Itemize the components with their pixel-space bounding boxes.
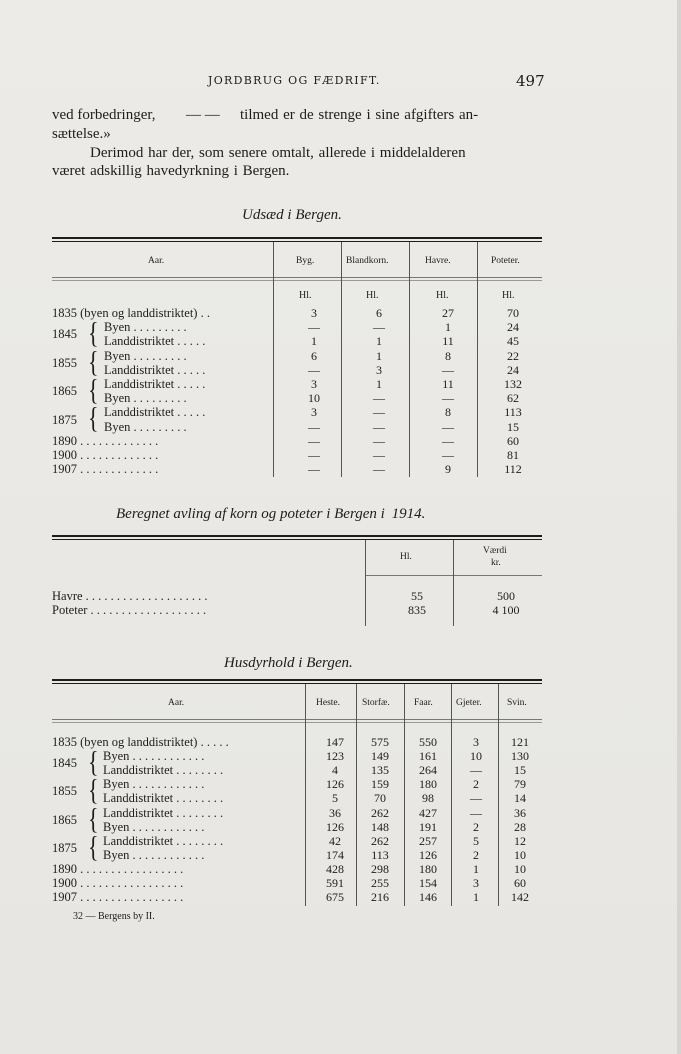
row-value: 45 [507,334,519,349]
table1-col-aar: Aar. [148,256,165,266]
row-value: 130 [511,749,529,764]
row-value: — [442,419,454,434]
row-value: 550 [419,735,437,749]
row-group-brace: { [88,800,99,835]
text-line-2: sættelse.» [52,126,111,142]
table3-title: Husdyrhold i Bergen. [224,655,353,671]
row-value: 27 [442,306,454,320]
row-value: 8 [445,405,451,420]
table2-col-verdi: Værdi [483,546,507,556]
table1-unit-4: Hl. [502,290,515,301]
row-value: 3 [311,377,317,391]
row-label: Landdistriktet . . . . . . . . [103,833,224,848]
row-value: 6 [376,306,382,320]
row-value: 79 [514,777,526,792]
row-value: 60 [507,433,519,448]
table1-col-blandkorn: Blandkorn. [346,256,389,266]
row-value: 15 [507,419,519,434]
row-value: 24 [507,320,519,335]
row-label: Landdistriktet . . . . . [104,377,206,391]
row-value: — [373,433,385,448]
row-value: 3 [473,876,479,890]
row-value: 11 [442,334,454,349]
row-value: 11 [442,377,454,391]
row-value: 255 [371,876,389,890]
row-label: 1907 . . . . . . . . . . . . . [52,462,159,477]
row-label: 1907 . . . . . . . . . . . . . . . . . [52,890,184,905]
row-label: Byen . . . . . . . . . [104,419,187,434]
row-value: 591 [326,876,344,890]
row-value: 4 100 [492,603,520,617]
row-label: 1835 (byen og landdistriktet) . . . . . [52,735,229,749]
table1-top-rule-thin [52,241,542,242]
row-value: 121 [511,735,529,749]
row-value: — [442,362,454,377]
row-value: 154 [419,876,437,890]
row-value: — [308,362,320,377]
running-head: JORDBRUG OG FÆDRIFT. [208,74,381,87]
row-group-brace: { [88,343,99,378]
row-label: Landdistriktet . . . . . [104,405,206,420]
row-value: 835 [408,603,426,617]
row-value: 1 [376,377,382,391]
row-value: 2 [473,819,479,834]
text-line-3: Derimod har der, som senere omtalt, allerede i middelalderen [90,145,466,161]
row-value: 70 [374,791,386,806]
row-year: 1855 [52,355,77,370]
row-value: 2 [473,847,479,862]
row-value: — [373,320,385,335]
row-value: — [308,433,320,448]
table3-col-svin: Svin. [507,698,527,708]
row-value: 427 [419,805,437,820]
row-value: 42 [329,833,341,848]
row-value: 12 [514,833,526,848]
row-group-brace: { [88,372,99,407]
row-group-brace: { [88,400,99,435]
page-number: 497 [516,72,545,90]
row-value: 81 [507,448,519,462]
table2-title-year: 1914. [391,506,426,522]
row-value: 60 [514,876,526,890]
table1-title: Udsæd i Bergen. [242,207,342,223]
table3-top-rule [52,679,542,681]
row-label: 1835 (byen og landdistriktet) . . [52,306,210,320]
row-label: Byen . . . . . . . . . [104,320,187,335]
table3-top-rule-thin [52,683,542,684]
row-value: 135 [371,763,389,778]
row-value: 113 [371,847,389,862]
page-edge [677,0,681,1054]
table2-vline-1 [365,540,366,626]
row-value: 36 [514,805,526,820]
row-year: 1845 [52,756,77,771]
row-value: 1 [311,334,317,349]
table1-unit-3: Hl. [436,290,449,301]
row-value: 161 [419,749,437,764]
table1-top-rule [52,237,542,239]
row-value: 10 [308,391,320,406]
table2-top-rule [52,535,542,537]
table1-col-byg: Byg. [296,256,315,266]
row-value: 14 [514,791,526,806]
table3-header-rule-2 [52,722,542,723]
row-value: — [442,433,454,448]
row-year: 1875 [52,840,77,855]
row-value: 126 [326,777,344,792]
row-label: Landdistriktet . . . . . . . . [103,805,224,820]
signature-mark: 32 — Bergens by II. [73,911,155,922]
row-value: 147 [326,735,344,749]
row-value: 146 [419,890,437,905]
row-value: 257 [419,833,437,848]
row-label: Landdistriktet . . . . . [104,362,206,377]
row-value: 159 [371,777,389,792]
row-value: 148 [371,819,389,834]
row-value: 2 [473,777,479,792]
row-group-brace: { [88,315,99,350]
row-value: 1 [473,890,479,905]
row-group-brace: { [88,828,99,863]
table1-unit-1: Hl. [299,290,312,301]
row-label: Byen . . . . . . . . . . . . [103,819,205,834]
row-value: — [373,419,385,434]
row-value: 262 [371,805,389,820]
table2-vline-2 [453,540,454,626]
table3-col-gjeter: Gjeter. [456,698,482,708]
row-value: — [308,462,320,477]
row-value: 113 [504,405,522,420]
row-value: 1 [473,861,479,876]
row-value: — [308,448,320,462]
row-value: 216 [371,890,389,905]
row-value: 174 [326,847,344,862]
table2-title [116,506,425,523]
row-label: Byen . . . . . . . . . [104,391,187,406]
row-value: — [373,462,385,477]
row-year: 1845 [52,327,77,342]
row-value: 123 [326,749,344,764]
row-value: 262 [371,833,389,848]
row-value: 3 [376,362,382,377]
row-value: — [442,448,454,462]
row-value: — [373,448,385,462]
row-value: 6 [311,348,317,363]
row-label: 1890 . . . . . . . . . . . . . [52,433,159,448]
row-value: 5 [332,791,338,806]
row-value: — [470,763,482,778]
table1-unit-2: Hl. [366,290,379,301]
row-value: 180 [419,861,437,876]
row-value: 28 [514,819,526,834]
row-label: Landdistriktet . . . . . . . . [103,791,224,806]
table3-col-storfae: Storfæ. [362,698,390,708]
table3-col-aar: Aar. [168,698,185,708]
row-value: 675 [326,890,344,905]
row-label: 1900 . . . . . . . . . . . . . . . . . [52,876,184,890]
row-value: — [373,405,385,420]
row-label: Byen . . . . . . . . . [104,348,187,363]
row-value: 9 [445,462,451,477]
row-group-brace: { [88,772,99,807]
row-value: 8 [445,348,451,363]
row-value: 180 [419,777,437,792]
table2-top-rule-thin [52,539,542,540]
row-value: 36 [329,805,341,820]
table3-col-faar: Faar. [414,698,433,708]
row-value: 132 [504,377,522,391]
row-value: 191 [419,819,437,834]
row-year: 1865 [52,812,77,827]
row-value: 1 [445,320,451,335]
row-label: Landdistriktet . . . . . . . . [103,763,224,778]
row-value: 10 [470,749,482,764]
row-label: Landdistriktet . . . . . [104,334,206,349]
text-line-1b: tilmed er de strenge i sine afgifters an- [240,107,479,123]
row-value: 298 [371,861,389,876]
row-value: 55 [411,589,423,603]
row-value: 62 [507,391,519,406]
row-value: — [308,419,320,434]
text-line-1-dashes: — — [186,107,220,123]
row-label: 1900 . . . . . . . . . . . . . [52,448,159,462]
table2-title-text: Beregnet avling af korn og poteter i Bergen i [116,506,385,522]
row-label: Byen . . . . . . . . . . . . [103,777,205,792]
row-value: 3 [311,306,317,320]
row-value: — [373,391,385,406]
row-label: Byen . . . . . . . . . . . . [103,847,205,862]
row-value: 149 [371,749,389,764]
row-value: 142 [511,890,529,905]
text-line-1a: ved forbedringer, [52,107,156,123]
row-value: 3 [311,405,317,420]
row-value: 98 [422,791,434,806]
row-value: 24 [507,362,519,377]
row-value: 264 [419,763,437,778]
row-value: — [470,805,482,820]
row-value: — [442,391,454,406]
row-label: Havre . . . . . . . . . . . . . . . . . . . . [52,589,208,603]
row-year: 1865 [52,384,77,399]
row-value: — [308,320,320,335]
row-year: 1875 [52,412,77,427]
row-value: 22 [507,348,519,363]
table1-col-havre: Havre. [425,256,451,266]
table1-vline-1 [273,242,274,477]
row-value: 70 [507,306,519,320]
table2-col-hl: Hl. [400,552,412,562]
table3-col-heste: Heste. [316,698,341,708]
row-value: 126 [326,819,344,834]
row-value: — [470,791,482,806]
row-value: 575 [371,735,389,749]
table1-header-rule [52,277,542,278]
row-value: 1 [376,334,382,349]
row-value: 4 [332,763,338,778]
row-label: 1890 . . . . . . . . . . . . . . . . . [52,861,184,876]
row-value: 5 [473,833,479,848]
row-value: 10 [514,847,526,862]
table1-col-poteter: Poteter. [491,256,520,266]
row-value: 500 [497,589,515,603]
row-label: Byen . . . . . . . . . . . . [103,749,205,764]
table1-header-rule-2 [52,280,542,281]
row-value: 15 [514,763,526,778]
row-year: 1855 [52,784,77,799]
table1-vline-3 [409,242,410,477]
text-line-4: været adskillig havedyrkning i Bergen. [52,163,290,179]
row-label: Poteter . . . . . . . . . . . . . . . . . . . [52,603,207,617]
row-value: 126 [419,847,437,862]
table2-col-kr: kr. [491,558,501,568]
row-value: 428 [326,861,344,876]
row-value: 10 [514,861,526,876]
row-group-brace: { [88,744,99,779]
row-value: 3 [473,735,479,749]
row-value: 1 [376,348,382,363]
row-value: 112 [504,462,522,477]
table3-header-rule [52,719,542,720]
